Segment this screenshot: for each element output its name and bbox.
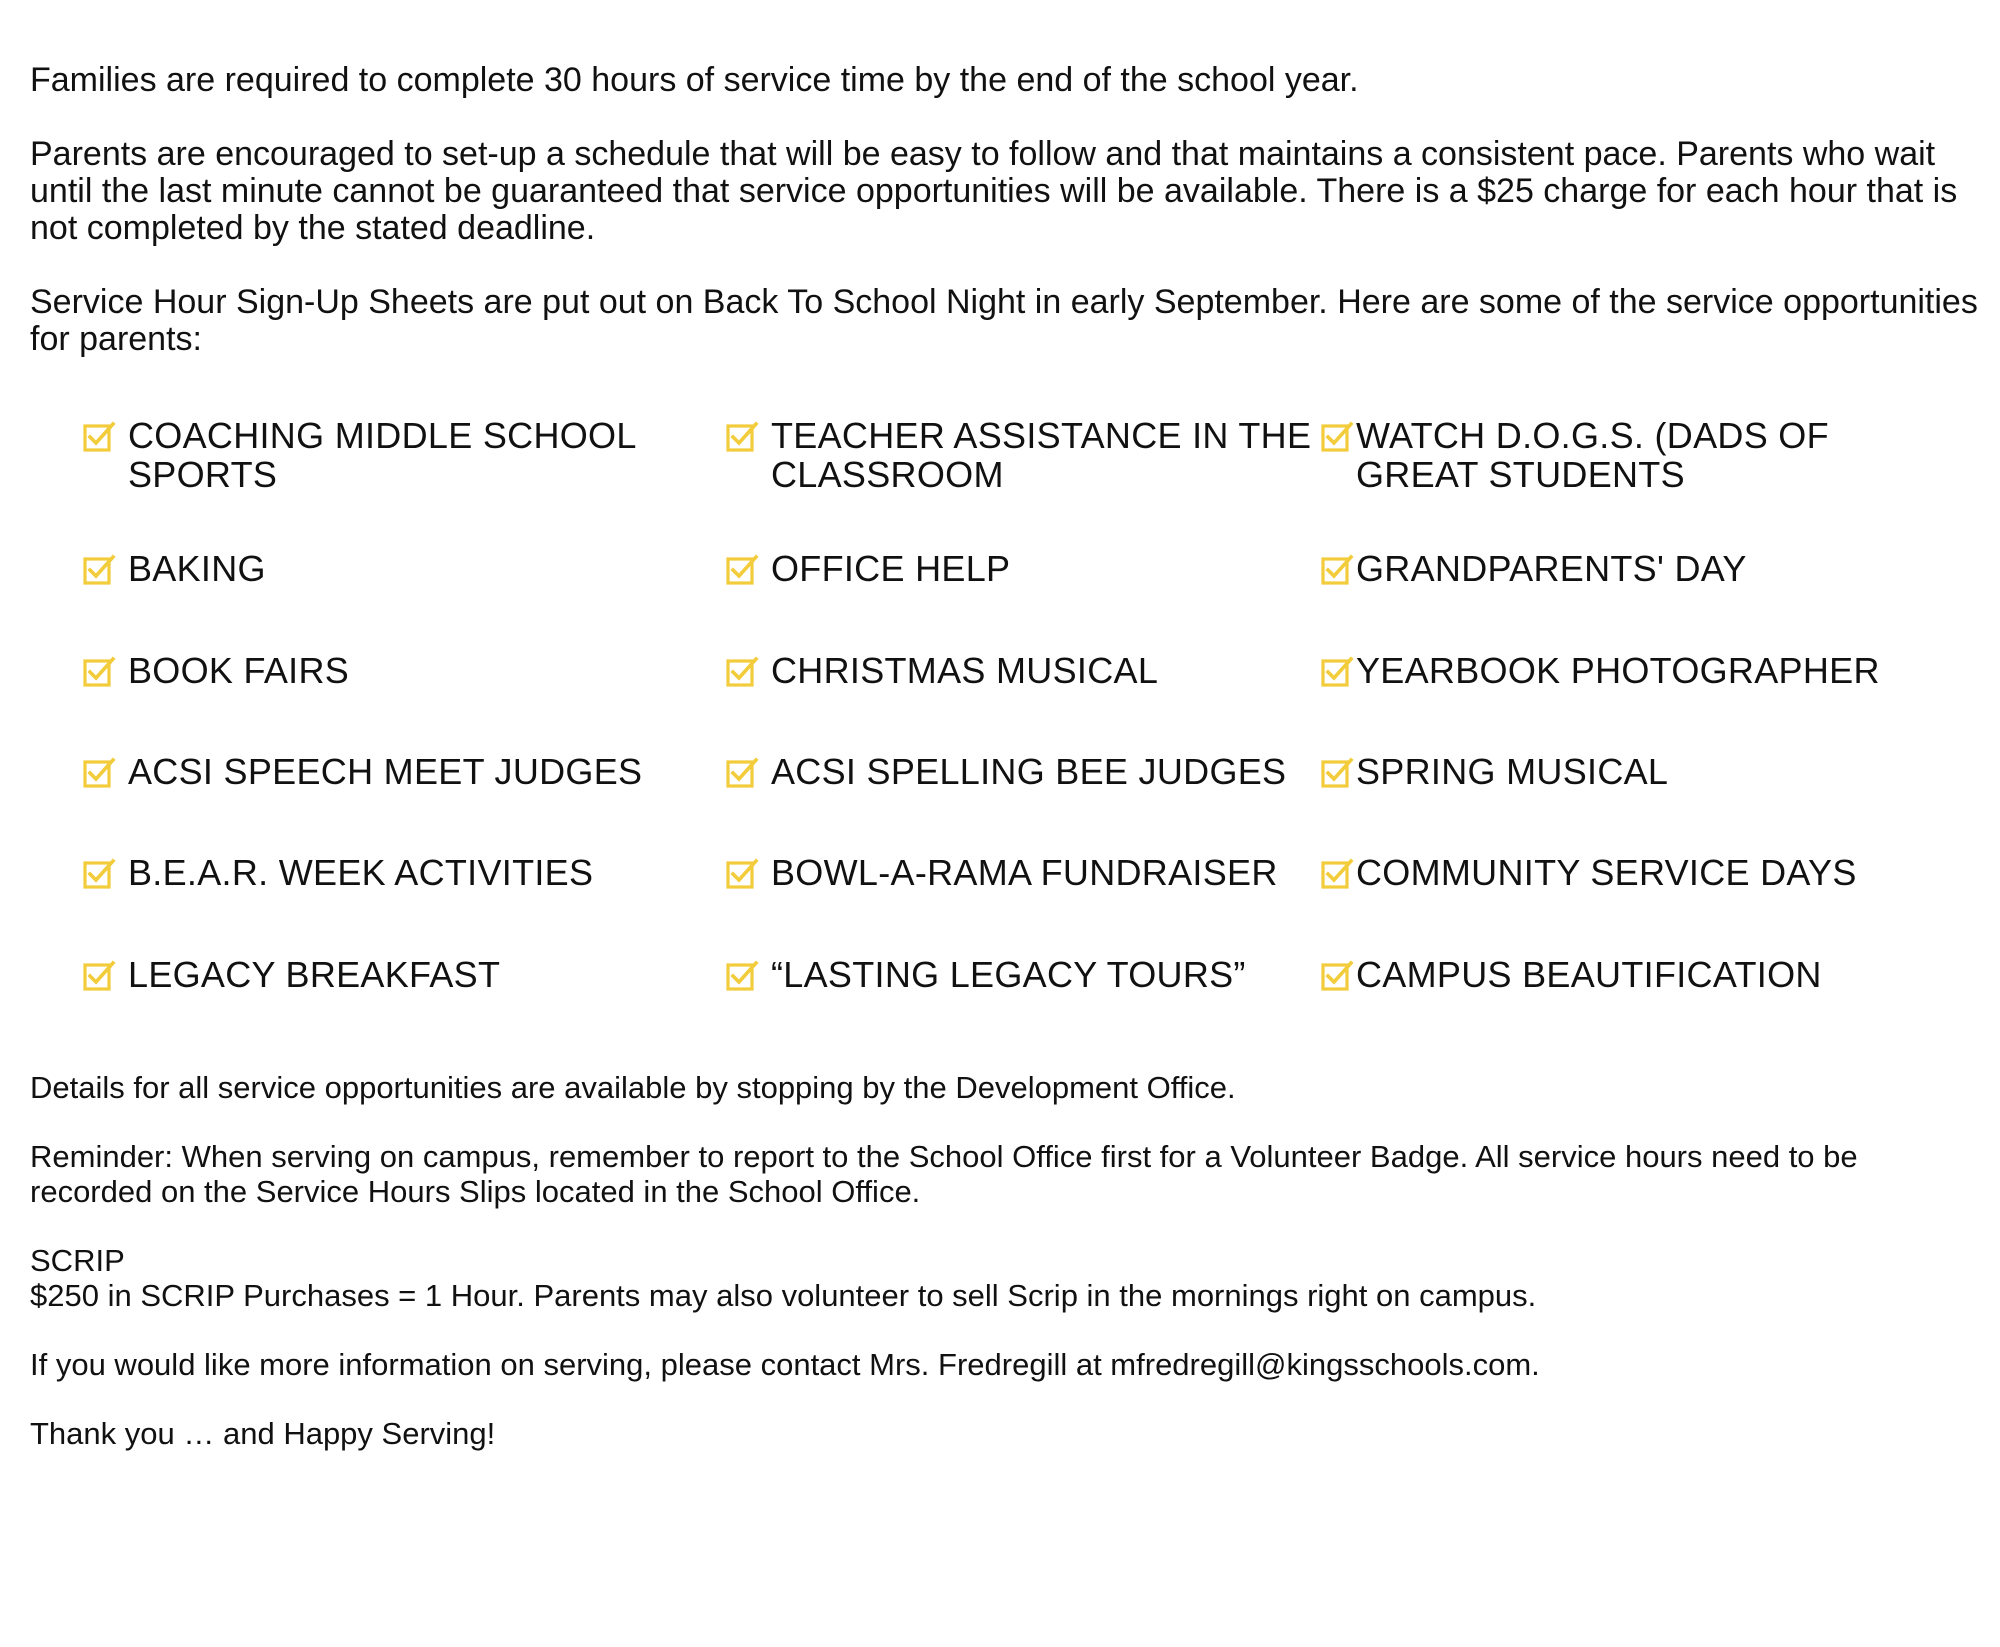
- list-item: [82, 651, 682, 690]
- list-item-label: CAMPUS BEAUTIFICATION: [1356, 954, 1822, 995]
- checkbox-icon: [1320, 959, 1354, 993]
- scrip-heading: SCRIP: [30, 1243, 125, 1278]
- list-item: [725, 549, 1325, 588]
- list-item-label: WATCH D.O.G.S. (DADS OF GREAT STUDENTS: [1356, 415, 1829, 495]
- list-item-label: “LASTING LEGACY TOURS”: [771, 954, 1246, 995]
- checkbox-icon: [725, 655, 759, 689]
- opportunities-list: [30, 416, 1980, 1024]
- list-item-label: BOWL-A-RAMA FUNDRAISER: [771, 852, 1278, 893]
- intro-section: [30, 62, 1980, 358]
- list-item-label: OFFICE HELP: [771, 548, 1011, 589]
- checkbox-icon: [725, 420, 759, 454]
- checkbox-icon: [725, 553, 759, 587]
- checkbox-icon: [725, 959, 759, 993]
- list-item-label: SPRING MUSICAL: [1356, 751, 1669, 792]
- list-item-label: GRANDPARENTS' DAY: [1356, 548, 1747, 589]
- list-item: [725, 853, 1325, 892]
- checkbox-icon: [1320, 420, 1354, 454]
- list-item: [1320, 752, 1960, 791]
- closing-note: Thank you … and Happy Serving!: [30, 1416, 496, 1451]
- checkbox-icon: [1320, 857, 1354, 891]
- list-item-label: TEACHER ASSISTANCE IN THE CLASSROOM: [771, 415, 1312, 495]
- list-item-label: ACSI SPEECH MEET JUDGES: [128, 751, 643, 792]
- scrip-text: $250 in SCRIP Purchases = 1 Hour. Parents may also volunteer to sell Scrip in the mornings right on campus.: [30, 1278, 1537, 1313]
- list-item: [82, 955, 682, 994]
- list-item: [82, 416, 682, 494]
- list-item: [82, 549, 682, 588]
- checkbox-icon: [725, 756, 759, 790]
- list-item-label: BOOK FAIRS: [128, 650, 350, 691]
- checkbox-icon: [82, 420, 116, 454]
- list-item: [725, 416, 1325, 494]
- list-item-label: BAKING: [128, 548, 266, 589]
- list-item: [725, 752, 1325, 791]
- list-item: [725, 955, 1325, 994]
- checkbox-icon: [82, 553, 116, 587]
- list-item-label: YEARBOOK PHOTOGRAPHER: [1356, 650, 1880, 691]
- checkbox-icon: [1320, 553, 1354, 587]
- list-item-label: CHRISTMAS MUSICAL: [771, 650, 1159, 691]
- checkbox-icon: [82, 756, 116, 790]
- intro-schedule: Parents are encouraged to set-up a schedule that will be easy to follow and that maintains a consistent pace. Parents who wait until the last minute cannot be guaranteed that service opportunities will be available. There is a $25 charge for each hour that is not completed by the stated deadline.: [30, 135, 1958, 247]
- checkbox-icon: [82, 959, 116, 993]
- list-item: [82, 752, 682, 791]
- list-item: [1320, 853, 1960, 892]
- details-note: Details for all service opportunities are available by stopping by the Development Office.: [30, 1070, 1236, 1105]
- scrip-block: [30, 1243, 1980, 1313]
- checkbox-icon: [82, 857, 116, 891]
- list-item-label: ACSI SPELLING BEE JUDGES: [771, 751, 1287, 792]
- checkbox-icon: [1320, 756, 1354, 790]
- reminder-note: Reminder: When serving on campus, remember to report to the School Office first for a Volunteer Badge. All service hours need to be recorded on the Service Hours Slips located in the School Office.: [30, 1139, 1858, 1209]
- list-item: [1320, 416, 1960, 494]
- list-item: [1320, 955, 1960, 994]
- list-item-label: LEGACY BREAKFAST: [128, 954, 501, 995]
- checkbox-icon: [1320, 655, 1354, 689]
- page-content: [30, 62, 1980, 1024]
- list-item-label: COACHING MIDDLE SCHOOL SPORTS: [128, 415, 636, 495]
- checkbox-icon: [82, 655, 116, 689]
- list-item: [82, 853, 682, 892]
- checkbox-icon: [725, 857, 759, 891]
- list-item-label: B.E.A.R. WEEK ACTIVITIES: [128, 852, 594, 893]
- outro-section: [30, 1070, 1980, 1451]
- intro-signup: Service Hour Sign-Up Sheets are put out on Back To School Night in early September. Here are some of the service opportunities for parents:: [30, 283, 1978, 358]
- list-item-label: COMMUNITY SERVICE DAYS: [1356, 852, 1857, 893]
- contact-note: If you would like more information on serving, please contact Mrs. Fredregill at mfredregill@kingsschools.com.: [30, 1347, 1540, 1382]
- intro-requirement: Families are required to complete 30 hours of service time by the end of the school year.: [30, 61, 1359, 99]
- list-item: [1320, 651, 1960, 690]
- list-item: [725, 651, 1325, 690]
- list-item: [1320, 549, 1960, 588]
